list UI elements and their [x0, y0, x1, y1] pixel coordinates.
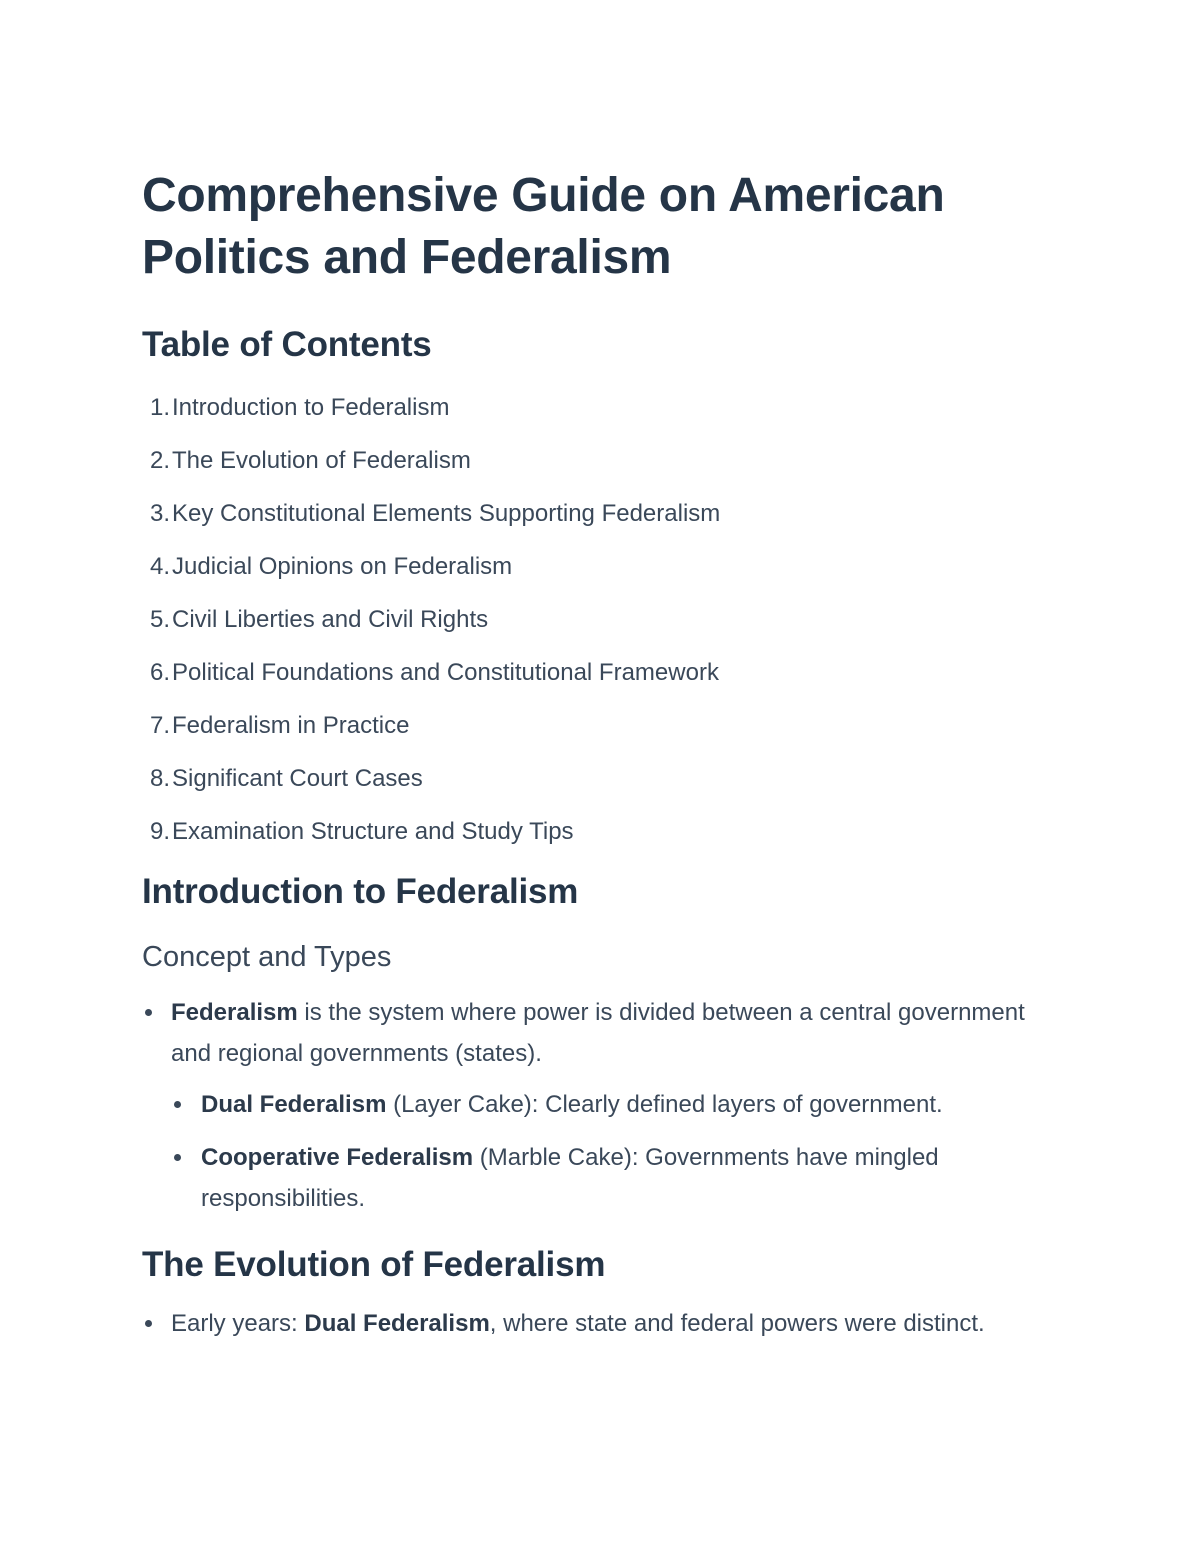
toc-item[interactable]: 3.Key Constitutional Elements Supporting Federalism — [149, 500, 721, 527]
toc-item-label: Judicial Opinions on Federalism — [172, 553, 513, 580]
toc-item-label: Key Constitutional Elements Supporting Federalism — [172, 500, 721, 527]
list-item: Early years: Dual Federalism, where state and federal powers were distinct. — [142, 1303, 1062, 1344]
list-item: Dual Federalism (Layer Cake): Clearly defined layers of government. — [171, 1084, 1062, 1125]
intro-bullet-list — [142, 992, 1062, 1219]
table-of-contents — [142, 393, 1062, 847]
toc-heading: Table of Contents — [142, 325, 432, 364]
toc-item-label: Examination Structure and Study Tips — [172, 818, 574, 845]
toc-item[interactable]: 2.The Evolution of Federalism — [149, 447, 471, 474]
document-title: Comprehensive Guide on American Politics and Federalism — [142, 169, 945, 284]
toc-item[interactable]: 1.Introduction to Federalism — [149, 394, 450, 421]
sub-bullet-list — [171, 1084, 1062, 1219]
list-item: Federalism is the system where power is divided between a central government and regional governments (states). Dual Federalism (Layer Cake): Clearly defined layers of government. Cooperative Federalism (Marble Cake): Governments have mingled responsibilities. — [142, 992, 1062, 1219]
toc-item[interactable]: 9.Examination Structure and Study Tips — [149, 818, 574, 845]
toc-item-label: Civil Liberties and Civil Rights — [172, 606, 489, 633]
toc-item-label: Introduction to Federalism — [172, 394, 450, 421]
document-page — [142, 165, 1062, 1344]
toc-item[interactable]: 6.Political Foundations and Constitutional Framework — [149, 659, 719, 686]
toc-item-label: The Evolution of Federalism — [172, 447, 471, 474]
subsection-heading-concept: Concept and Types — [142, 941, 392, 973]
toc-item[interactable]: 5.Civil Liberties and Civil Rights — [149, 606, 489, 633]
toc-item-label: Federalism in Practice — [172, 712, 410, 739]
section-heading-evolution: The Evolution of Federalism — [142, 1245, 606, 1284]
toc-item-label: Political Foundations and Constitutional Framework — [172, 659, 719, 686]
toc-item[interactable]: 8.Significant Court Cases — [149, 765, 423, 792]
toc-item[interactable]: 4.Judicial Opinions on Federalism — [149, 553, 513, 580]
evolution-bullet-list — [142, 1303, 1062, 1344]
section-heading-introduction: Introduction to Federalism — [142, 872, 579, 911]
toc-item[interactable]: 7.Federalism in Practice — [149, 712, 410, 739]
toc-item-label: Significant Court Cases — [172, 765, 423, 792]
list-item: Cooperative Federalism (Marble Cake): Governments have mingled responsibilities. — [171, 1137, 1062, 1219]
